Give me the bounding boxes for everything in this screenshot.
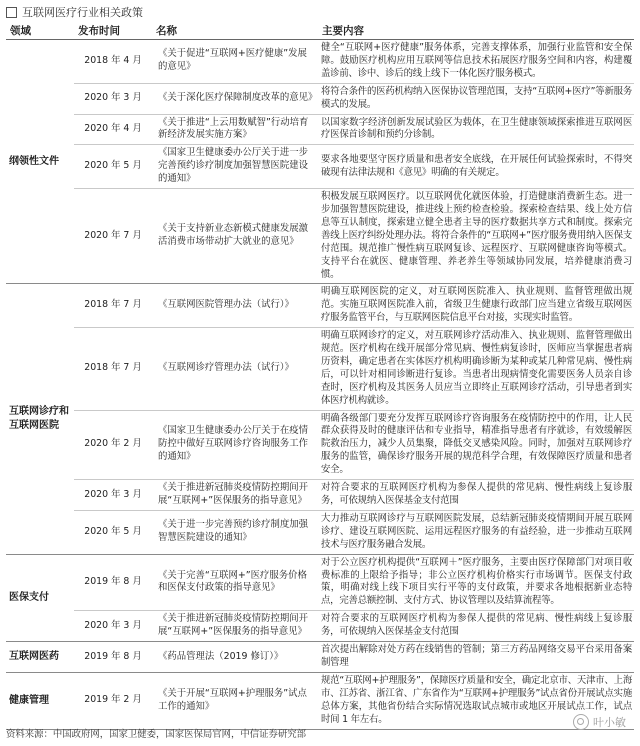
policy-name-cell: 《国家卫生健康委办公厅关于在疫情防控中做好互联网诊疗咨询服务工作的通知》 bbox=[152, 410, 318, 480]
page-title: 互联网医疗行业相关政策 bbox=[22, 6, 143, 19]
domain-cell: 医保支付 bbox=[6, 554, 74, 641]
table-row bbox=[6, 145, 634, 189]
table-header-row bbox=[6, 22, 634, 40]
table-row bbox=[6, 40, 634, 84]
content-cell: 大力推动互联网诊疗与互联网医院发展，总结新冠肺炎疫情期间开展互联网诊疗、建设互联网医院、运用远程医疗服务的有益经验，进一步推动互联网技术与医疗服务融合发展。 bbox=[318, 510, 634, 554]
date-cell: 2018 年 7 月 bbox=[74, 328, 152, 410]
policy-name-cell: 《关于促进“互联网+医疗健康”发展的意见》 bbox=[152, 40, 318, 84]
domain-cell: 互联网医药 bbox=[6, 642, 74, 673]
date-cell: 2019 年 2 月 bbox=[74, 672, 152, 729]
date-cell: 2018 年 7 月 bbox=[74, 284, 152, 328]
table-row bbox=[6, 410, 634, 480]
content-cell: 明确各级部门要充分发挥互联网诊疗咨询服务在疫情防控中的作用，让人民群众获得及时的健康评估和专业指导，精准指导患者有序就诊，有效缓解医院救治压力，减少人员集聚，降低交叉感染风险。同时，加强对互联网诊疗服务的监管，确保诊疗服务开展的规范科学合理，有效保障医疗质量和患者安全。 bbox=[318, 410, 634, 480]
domain-cell: 互联网诊疗和互联网医院 bbox=[6, 284, 74, 554]
policy-name-cell: 《关于支持新业态新模式健康发展激活消费市场带动扩大就业的意见》 bbox=[152, 189, 318, 284]
date-cell: 2019 年 8 月 bbox=[74, 554, 152, 611]
table-row bbox=[6, 328, 634, 410]
table-body bbox=[6, 40, 634, 730]
policy-name-cell: 《关于深化医疗保障制度改革的意见》 bbox=[152, 83, 318, 114]
table-row bbox=[6, 83, 634, 114]
table-row bbox=[6, 189, 634, 284]
title-box-icon bbox=[6, 7, 17, 18]
domain-cell: 纲领性文件 bbox=[6, 40, 74, 284]
policy-name-cell: 《国家卫生健康委办公厅关于进一步完善预约诊疗制度加强智慧医院建设的通知》 bbox=[152, 145, 318, 189]
policy-table bbox=[6, 22, 634, 730]
date-cell: 2020 年 5 月 bbox=[74, 145, 152, 189]
watermark bbox=[573, 714, 626, 730]
source-note: 资料来源：中国政府网，国家卫健委，国家医保局官网，中信证券研究部 bbox=[6, 729, 307, 740]
date-cell: 2018 年 4 月 bbox=[74, 40, 152, 84]
header-content: 主要内容 bbox=[318, 22, 634, 40]
policy-name-cell: 《互联网诊疗管理办法（试行）》 bbox=[152, 328, 318, 410]
date-cell: 2020 年 4 月 bbox=[74, 114, 152, 145]
content-cell: 首次提出解除对处方药在线销售的管制；第三方药品网络交易平台采用备案制管理 bbox=[318, 642, 634, 673]
date-cell: 2020 年 3 月 bbox=[74, 611, 152, 642]
date-cell: 2020 年 3 月 bbox=[74, 480, 152, 511]
content-cell: 以国家数字经济创新发展试验区为载体，在卫生健康领域探索推进互联网医疗医保首诊制和预约分诊制。 bbox=[318, 114, 634, 145]
policy-name-cell: 《关于完善“互联网+”医疗服务价格和医保支付政策的指导意见》 bbox=[152, 554, 318, 611]
content-cell: 健全“互联网+医疗健康”服务体系，完善支撑体系，加强行业监管和安全保障。鼓励医疗机构应用互联网等信息技术拓展医疗服务空间和内容，构建覆盖诊前、诊中、诊后的线上线下一体化医疗服务模式。 bbox=[318, 40, 634, 84]
content-cell: 明确互联网诊疗的定义，对互联网诊疗活动准入、执业规则、监督管理做出规范。医疗机构在线开展部分常见病、慢性病复诊时，医师应当掌握患者病历资料，确定患者在实体医疗机构明确诊断为某种或某几种常见病、慢性病后，可以针对相同诊断进行复诊。当患者出现病情变化需要医务人员亲自诊查时，医疗机构及其医务人员应当立即终止互联网诊疗活动，引导患者到实体医疗机构就诊。 bbox=[318, 328, 634, 410]
content-cell: 积极发展互联网医疗。以互联网优化就医体验，打造健康消费新生态。进一步加强智慧医院建设，推进线上预约检查检验。探索检查结果、线上处方信息等互认制度，探索建立健全患者主导的医疗数据共享方式和制度。探索完善线上医疗纠纷处理办法。将符合条件的“互联网+”医疗服务费用纳入医保支付范围。规范推广慢性病互联网复诊、远程医疗、互联网健康咨询等模式。支持平台在就医、健康管理、养老养生等领域协同发展，培养健康消费习惯。 bbox=[318, 189, 634, 284]
table-row bbox=[6, 510, 634, 554]
table-row bbox=[6, 480, 634, 511]
content-cell: 将符合条件的医药机构纳入医保协议管理范围，支持“互联网+医疗”等新服务模式的发展。 bbox=[318, 83, 634, 114]
date-cell: 2020 年 2 月 bbox=[74, 410, 152, 480]
policy-name-cell: 《关于开展“互联网+护理服务”试点工作的通知》 bbox=[152, 672, 318, 729]
header-domain: 领域 bbox=[6, 22, 74, 40]
page-header bbox=[6, 4, 143, 20]
policy-name-cell: 《关于推进新冠肺炎疫情防控期间开展“互联网+”医保服务的指导意见》 bbox=[152, 480, 318, 511]
date-cell: 2020 年 7 月 bbox=[74, 189, 152, 284]
content-cell: 对符合要求的互联网医疗机构为参保人提供的常见病、慢性病线上复诊服务，可依规纳入医保基金支付范围 bbox=[318, 611, 634, 642]
table-row bbox=[6, 554, 634, 611]
domain-cell: 健康管理 bbox=[6, 672, 74, 729]
content-cell: 对符合要求的互联网医疗机构为参保人提供的常见病、慢性病线上复诊服务，可依规纳入医保基金支付范围 bbox=[318, 480, 634, 511]
policy-table-container bbox=[6, 22, 634, 730]
table-row bbox=[6, 284, 634, 328]
date-cell: 2020 年 3 月 bbox=[74, 83, 152, 114]
date-cell: 2019 年 8 月 bbox=[74, 642, 152, 673]
header-date: 发布时间 bbox=[74, 22, 152, 40]
policy-name-cell: 《关于推进新冠肺炎疫情防控期间开展“互联网+”医保服务的指导意见》 bbox=[152, 611, 318, 642]
table-row bbox=[6, 642, 634, 673]
policy-name-cell: 《关于推进“上云用数赋智”行动培育新经济发展实施方案》 bbox=[152, 114, 318, 145]
content-cell: 明确互联网医院的定义，对互联网医院准入、执业规则、监督管理做出规范。实施互联网医院准入前，省级卫生健康行政部门应当建立省级互联网医疗服务监管平台，与互联网医院信息平台对接，实现实时监管。 bbox=[318, 284, 634, 328]
policy-name-cell: 《互联网医院管理办法（试行）》 bbox=[152, 284, 318, 328]
wechat-account-icon bbox=[573, 714, 589, 730]
date-cell: 2020 年 5 月 bbox=[74, 510, 152, 554]
policy-name-cell: 《药品管理法（2019 修订）》 bbox=[152, 642, 318, 673]
content-cell: 要求各地要坚守医疗质量和患者安全底线，在开展任何试验探索时，不得突破现有法律法规和《意见》明确的有关规定。 bbox=[318, 145, 634, 189]
watermark-text: 叶小敏 bbox=[593, 716, 626, 729]
content-cell: 对于公立医疗机构提供“互联网＋”医疗服务，主要由医疗保障部门对项目收费标准的上限给予指导；非公立医疗机构价格实行市场调节。医保支付政策，明确对线上线下项目实行平等的支付政策，并要求各地根据新业态特点，完善总额控制、支付方式、协议管理以及结算流程等。 bbox=[318, 554, 634, 611]
table-row bbox=[6, 611, 634, 642]
policy-name-cell: 《关于进一步完善预约诊疗制度加强智慧医院建设的通知》 bbox=[152, 510, 318, 554]
header-name: 名称 bbox=[152, 22, 318, 40]
content-cell: 规范“互联网+护理服务”，保障医疗质量和安全，确定北京市、天津市、上海市、江苏省、浙江省、广东省作为“互联网+护理服务”试点省份开展试点实施总体方案，其他省份结合实际情况选取试点城市或地区开展试点工作，试点时间 1 年左右。 bbox=[318, 672, 634, 729]
table-row bbox=[6, 114, 634, 145]
table-row bbox=[6, 672, 634, 729]
